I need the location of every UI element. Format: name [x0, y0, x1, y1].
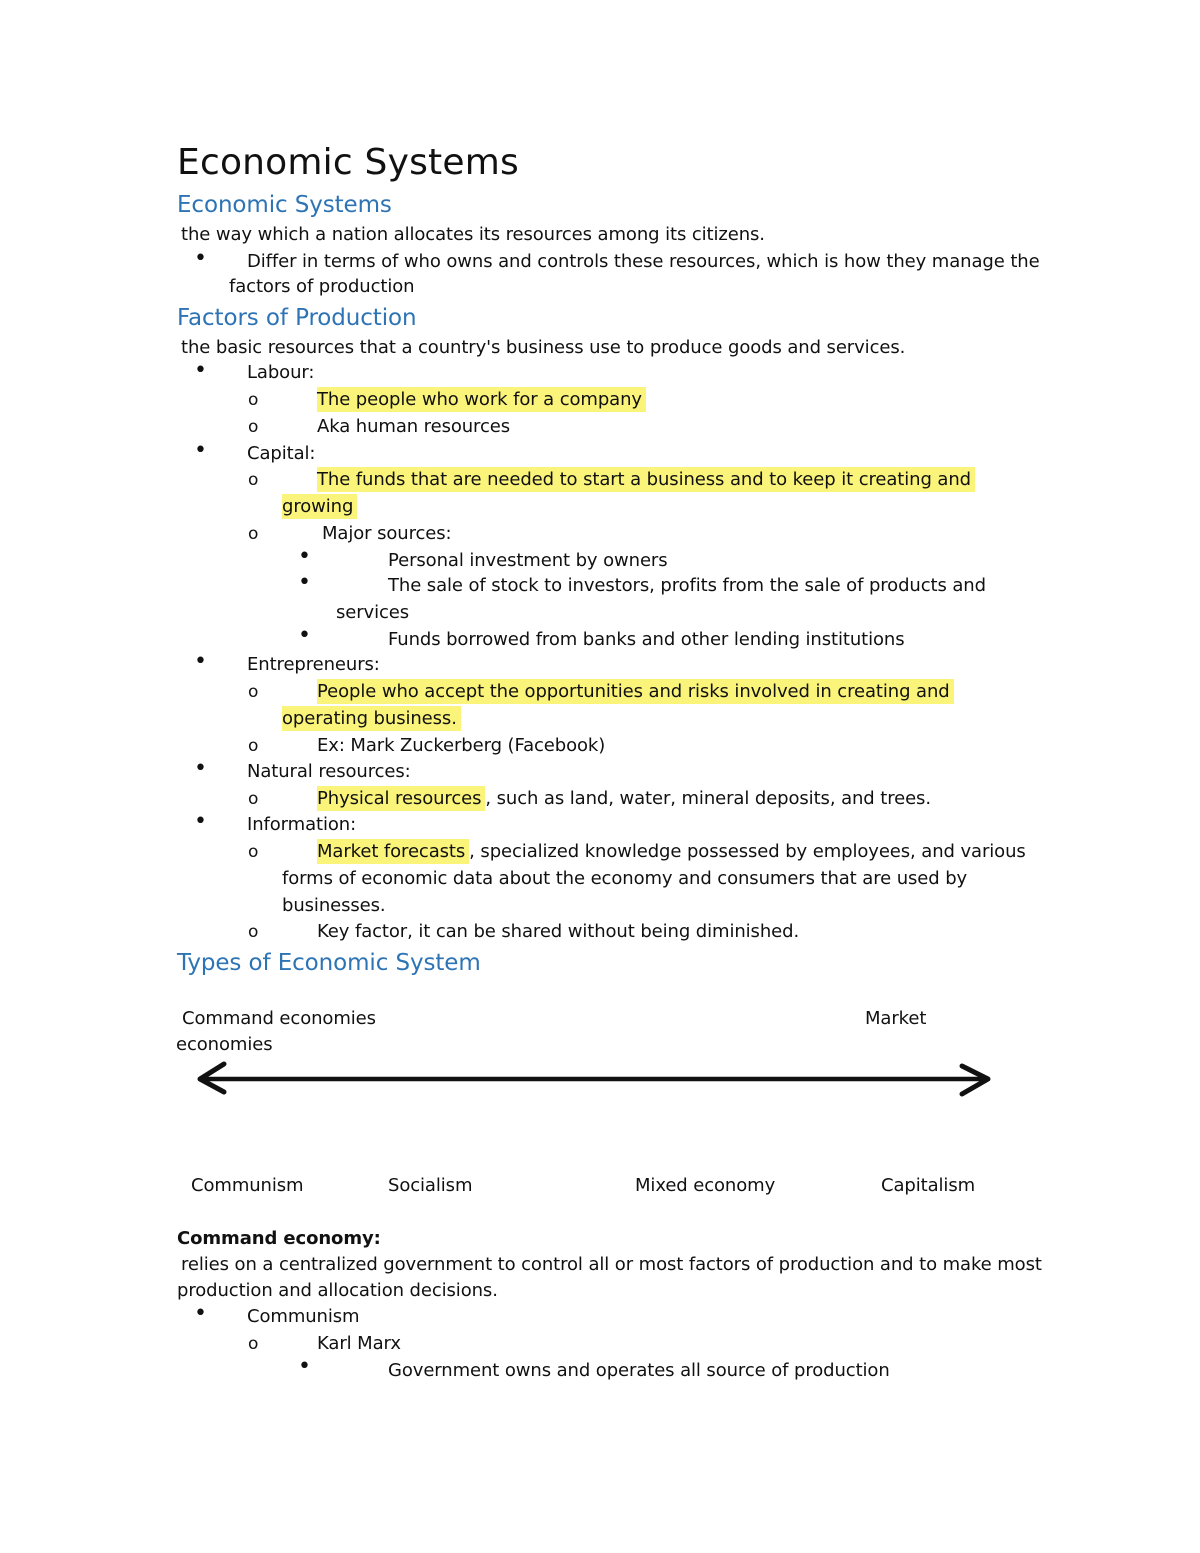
spectrum-capitalism: Capitalism: [881, 1175, 976, 1196]
circle-bullet-icon: [248, 523, 258, 545]
list-item-information: Information:: [247, 814, 357, 835]
circle-bullet-icon: [248, 788, 258, 810]
list-item-continued: [282, 706, 461, 732]
bullet-icon: [298, 1356, 311, 1379]
definition-economic-systems: the way which a nation allocates its resources among its citizens.: [181, 224, 765, 245]
highlighted-text: The funds that are needed to start a business and to keep it creating and: [317, 467, 975, 492]
list-item: Major sources:: [322, 523, 452, 544]
circle-bullet-icon: [248, 921, 258, 943]
list-item-labour: Labour:: [247, 362, 315, 383]
highlighted-text: The people who work for a company: [317, 387, 646, 412]
spectrum-mixed-economy: Mixed economy: [635, 1175, 776, 1196]
list-item: Personal investment by owners: [388, 550, 668, 571]
page-title: Economic Systems: [177, 142, 519, 183]
label-economies: economies: [176, 1034, 273, 1055]
bullet-icon: [194, 811, 207, 834]
circle-bullet-icon: [248, 1333, 258, 1355]
bullet-icon: [298, 625, 311, 648]
list-item: [317, 839, 1026, 865]
list-item: Differ in terms of who owns and controls these resources, which is how they manage the: [247, 251, 1040, 272]
bullet-icon: [194, 1303, 207, 1326]
list-item-capital: Capital:: [247, 443, 316, 464]
list-item-continued: services: [336, 602, 410, 623]
highlighted-text: Physical resources: [317, 786, 485, 811]
list-item-natural-resources: Natural resources:: [247, 761, 411, 782]
list-item: [317, 387, 646, 413]
highlighted-text: Market forecasts: [317, 839, 469, 864]
bullet-icon: [194, 360, 207, 383]
highlighted-text: operating business.: [282, 706, 461, 731]
list-item: [317, 679, 954, 705]
list-item: Ex: Mark Zuckerberg (Facebook): [317, 735, 606, 756]
definition-factors: the basic resources that a country's business use to produce goods and services.: [181, 337, 906, 358]
list-item-karl-marx: Karl Marx: [317, 1333, 401, 1354]
subheading-command-economy: Command economy:: [177, 1228, 381, 1249]
list-item: Aka human resources: [317, 416, 511, 437]
list-item: Funds borrowed from banks and other lending institutions: [388, 629, 905, 650]
bullet-icon: [194, 758, 207, 781]
list-item-continued: forms of economic data about the economy and consumers that are used by: [282, 868, 968, 889]
circle-bullet-icon: [248, 469, 258, 491]
definition-command-economy-continued: production and allocation decisions.: [177, 1280, 498, 1301]
list-item: Government owns and operates all source of production: [388, 1360, 890, 1381]
heading-types-of-economic-system: Types of Economic System: [177, 950, 481, 976]
list-item-text: , such as land, water, mineral deposits, and trees.: [485, 788, 931, 809]
list-item-communism: Communism: [247, 1306, 360, 1327]
list-item-continued: [282, 494, 357, 520]
bullet-icon: [194, 440, 207, 463]
list-item: [317, 786, 931, 812]
circle-bullet-icon: [248, 681, 258, 703]
circle-bullet-icon: [248, 735, 258, 757]
circle-bullet-icon: [248, 841, 258, 863]
definition-command-economy: relies on a centralized government to control all or most factors of production and to make most: [181, 1254, 1042, 1275]
list-item: The sale of stock to investors, profits from the sale of products and: [388, 575, 986, 596]
list-item-entrepreneurs: Entrepreneurs:: [247, 654, 380, 675]
highlighted-text: growing: [282, 494, 357, 519]
bullet-icon: [194, 248, 207, 271]
list-item-text: , specialized knowledge possessed by employees, and various: [469, 841, 1026, 862]
heading-economic-systems: Economic Systems: [177, 192, 392, 218]
label-command-economies: Command economies: [182, 1008, 376, 1029]
list-item: Key factor, it can be shared without being diminished.: [317, 921, 800, 942]
bullet-icon: [194, 651, 207, 674]
list-item: [317, 467, 975, 493]
bullet-icon: [298, 546, 311, 569]
list-item-continued: businesses.: [282, 895, 386, 916]
list-item-continued: factors of production: [229, 276, 415, 297]
circle-bullet-icon: [248, 416, 258, 438]
heading-factors-of-production: Factors of Production: [177, 305, 417, 331]
spectrum-communism: Communism: [191, 1175, 304, 1196]
double-headed-arrow-icon: [190, 1058, 1000, 1102]
bullet-icon: [298, 572, 311, 595]
spectrum-socialism: Socialism: [388, 1175, 473, 1196]
label-market: Market: [865, 1008, 927, 1029]
circle-bullet-icon: [248, 389, 258, 411]
highlighted-text: People who accept the opportunities and risks involved in creating and: [317, 679, 954, 704]
